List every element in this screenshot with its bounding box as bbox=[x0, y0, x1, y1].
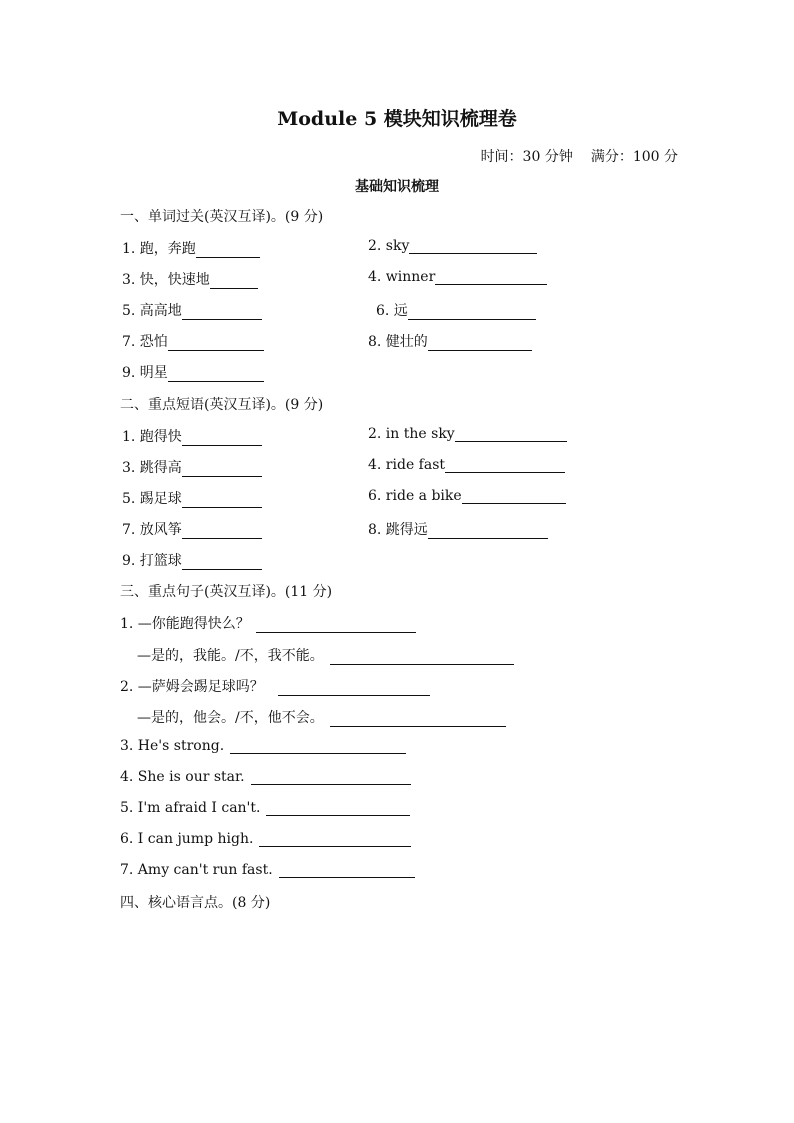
section-heading-3: 三、重点句子(英汉互译)。(11 分) bbox=[120, 584, 333, 600]
vocab-item-7: 7. 恐怕 bbox=[122, 331, 264, 351]
phrase-item-4: 4. ride fast bbox=[368, 457, 565, 473]
section-heading-4: 四、核心语言点。(8 分) bbox=[120, 895, 271, 911]
answer-blank[interactable] bbox=[462, 489, 566, 504]
phrase-item-7: 7. 放风筝 bbox=[122, 519, 262, 539]
answer-blank[interactable] bbox=[435, 270, 547, 285]
phrase-item-5: 5. 踢足球 bbox=[122, 488, 262, 508]
answer-blank[interactable] bbox=[259, 832, 411, 847]
phrase-item-3: 3. 跳得高 bbox=[122, 457, 262, 477]
answer-blank[interactable] bbox=[182, 305, 262, 320]
answer-blank[interactable] bbox=[182, 462, 262, 477]
phrase-item-6: 6. ride a bike bbox=[368, 488, 566, 504]
answer-blank[interactable] bbox=[168, 336, 264, 351]
exam-time: 时间：30 分钟 bbox=[480, 149, 573, 165]
vocab-item-5: 5. 高高地 bbox=[122, 300, 262, 320]
phrase-item-1: 1. 跑得快 bbox=[122, 426, 262, 446]
section-heading-1: 一、单词过关(英汉互译)。(9 分) bbox=[120, 209, 324, 225]
vocab-item-6: 6. 远 bbox=[376, 300, 536, 320]
vocab-item-4: 4. winner bbox=[368, 269, 547, 285]
answer-blank[interactable] bbox=[408, 305, 536, 320]
answer-blank[interactable] bbox=[182, 493, 262, 508]
answer-blank[interactable] bbox=[182, 524, 262, 539]
exam-score: 满分：100 分 bbox=[590, 149, 678, 165]
answer-blank[interactable] bbox=[251, 770, 411, 785]
exam-meta bbox=[481, 146, 678, 166]
answer-blank[interactable] bbox=[230, 739, 406, 754]
vocab-item-8: 8. 健壮的 bbox=[368, 331, 532, 351]
answer-blank[interactable] bbox=[196, 243, 260, 258]
answer-blank[interactable] bbox=[279, 863, 415, 878]
page-title: Module 5 模块知识梳理卷 bbox=[277, 108, 517, 130]
sentence-item-6: 6. I can jump high. bbox=[120, 831, 411, 847]
phrase-item-9: 9. 打篮球 bbox=[122, 550, 262, 570]
sentence-item-3: 3. He's strong. bbox=[120, 738, 406, 754]
answer-blank[interactable] bbox=[210, 274, 258, 289]
phrase-item-8: 8. 跳得远 bbox=[368, 519, 548, 539]
answer-blank[interactable] bbox=[455, 427, 567, 442]
vocab-item-2: 2. sky bbox=[368, 238, 537, 254]
sentence-item-7: 7. Amy can't run fast. bbox=[120, 862, 415, 878]
vocab-item-1: 1. 跑，奔跑 bbox=[122, 238, 260, 258]
answer-blank[interactable] bbox=[182, 431, 262, 446]
answer-blank[interactable] bbox=[168, 367, 264, 382]
sentence-item-2-answer: —是的，他会。/不，他不会。 bbox=[137, 707, 506, 727]
answer-blank[interactable] bbox=[330, 712, 506, 727]
answer-blank[interactable] bbox=[182, 555, 262, 570]
answer-blank[interactable] bbox=[428, 524, 548, 539]
sentence-item-4: 4. She is our star. bbox=[120, 769, 411, 785]
answer-blank[interactable] bbox=[428, 336, 532, 351]
sentence-item-1-question: 1. —你能跑得快么？ bbox=[120, 613, 416, 633]
answer-blank[interactable] bbox=[409, 239, 537, 254]
sentence-item-1-answer: —是的，我能。/不，我不能。 bbox=[137, 645, 514, 665]
sentence-item-2-question: 2. —萨姆会踢足球吗？ bbox=[120, 676, 430, 696]
section-heading-2: 二、重点短语(英汉互译)。(9 分) bbox=[120, 397, 324, 413]
answer-blank[interactable] bbox=[445, 458, 565, 473]
answer-blank[interactable] bbox=[266, 801, 410, 816]
section-subtitle: 基础知识梳理 bbox=[355, 179, 439, 195]
answer-blank[interactable] bbox=[256, 618, 416, 633]
answer-blank[interactable] bbox=[278, 681, 430, 696]
vocab-item-3: 3. 快，快速地 bbox=[122, 269, 258, 289]
answer-blank[interactable] bbox=[330, 650, 514, 665]
sentence-item-5: 5. I'm afraid I can't. bbox=[120, 800, 410, 816]
vocab-item-9: 9. 明星 bbox=[122, 362, 264, 382]
phrase-item-2: 2. in the sky bbox=[368, 426, 567, 442]
